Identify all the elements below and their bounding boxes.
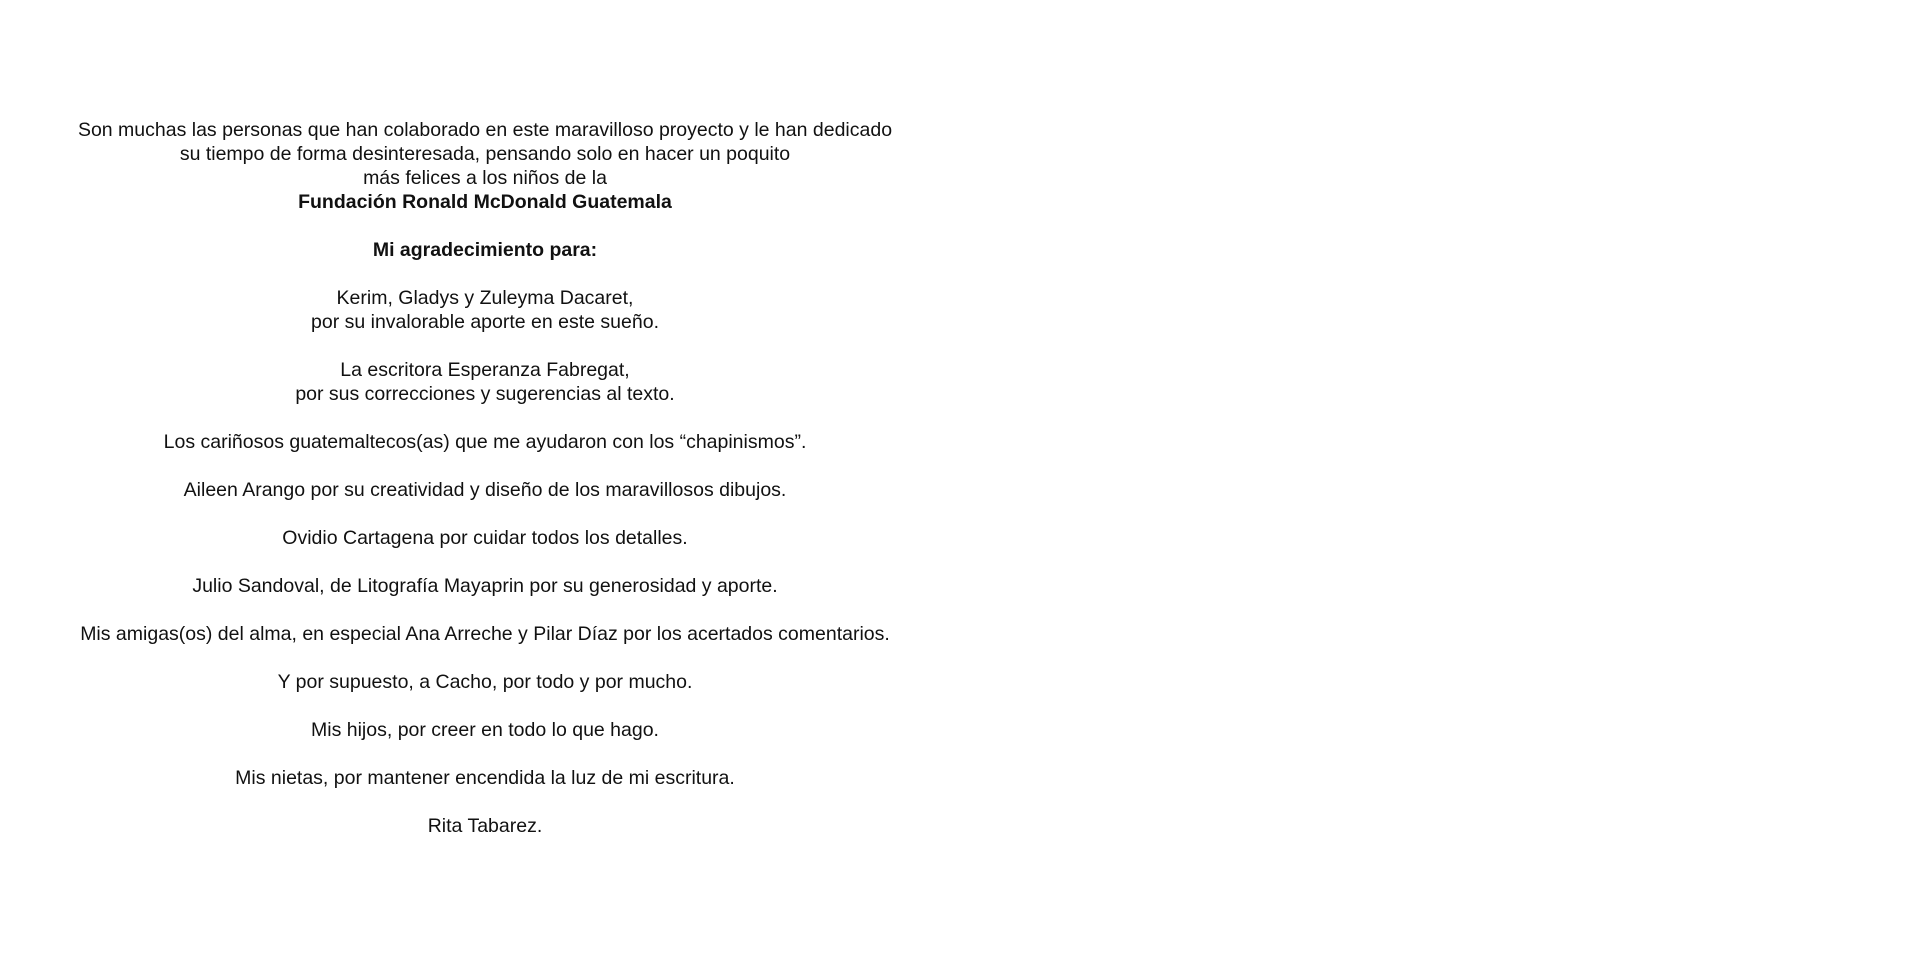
spacer — [30, 214, 940, 238]
thanks-item-6: Julio Sandoval, de Litografía Mayaprin por su generosidad y aporte. — [192, 575, 778, 597]
thanks-item-5: Ovidio Cartagena por cuidar todos los detalles. — [282, 527, 688, 549]
spacer — [30, 742, 940, 766]
thanks-item-1-line-2: por su invalorable aporte en este sueño. — [311, 311, 659, 333]
foundation-name: Fundación Ronald McDonald Guatemala — [298, 191, 672, 213]
dedication-text — [30, 118, 940, 838]
spacer — [30, 790, 940, 814]
thanks-item-3: Los cariñosos guatemaltecos(as) que me ayudaron con los “chapinismos”. — [163, 431, 807, 453]
thanks-item-8: Y por supuesto, a Cacho, por todo y por mucho. — [277, 671, 693, 693]
spacer — [30, 334, 940, 358]
intro-line-1: Son muchas las personas que han colaborado en este maravilloso proyecto y le han dedicado — [77, 119, 893, 141]
intro-line-2: su tiempo de forma desinteresada, pensando solo en hacer un poquito — [179, 143, 791, 165]
intro-line-3: más felices a los niños de la — [363, 167, 607, 189]
spacer — [30, 262, 940, 286]
thanks-item-2-line-1: La escritora Esperanza Fabregat, — [340, 359, 630, 381]
thanks-item-2-line-2: por sus correcciones y sugerencias al texto. — [295, 383, 675, 405]
thanks-heading: Mi agradecimiento para: — [372, 239, 598, 261]
thanks-item-7: Mis amigas(os) del alma, en especial Ana Arreche y Pilar Díaz por los acertados comentarios. — [80, 623, 890, 645]
spacer — [30, 694, 940, 718]
thanks-item-10: Mis nietas, por mantener encendida la luz de mi escritura. — [235, 767, 735, 789]
spacer — [30, 550, 940, 574]
thanks-item-1-line-1: Kerim, Gladys y Zuleyma Dacaret, — [336, 287, 634, 309]
thanks-item-9: Mis hijos, por creer en todo lo que hago. — [311, 719, 659, 741]
spacer — [30, 406, 940, 430]
thanks-item-4: Aileen Arango por su creatividad y diseño de los maravillosos dibujos. — [183, 479, 787, 501]
signature: Rita Tabarez. — [427, 815, 543, 837]
spacer — [30, 646, 940, 670]
spacer — [30, 598, 940, 622]
spacer — [30, 454, 940, 478]
spacer — [30, 502, 940, 526]
